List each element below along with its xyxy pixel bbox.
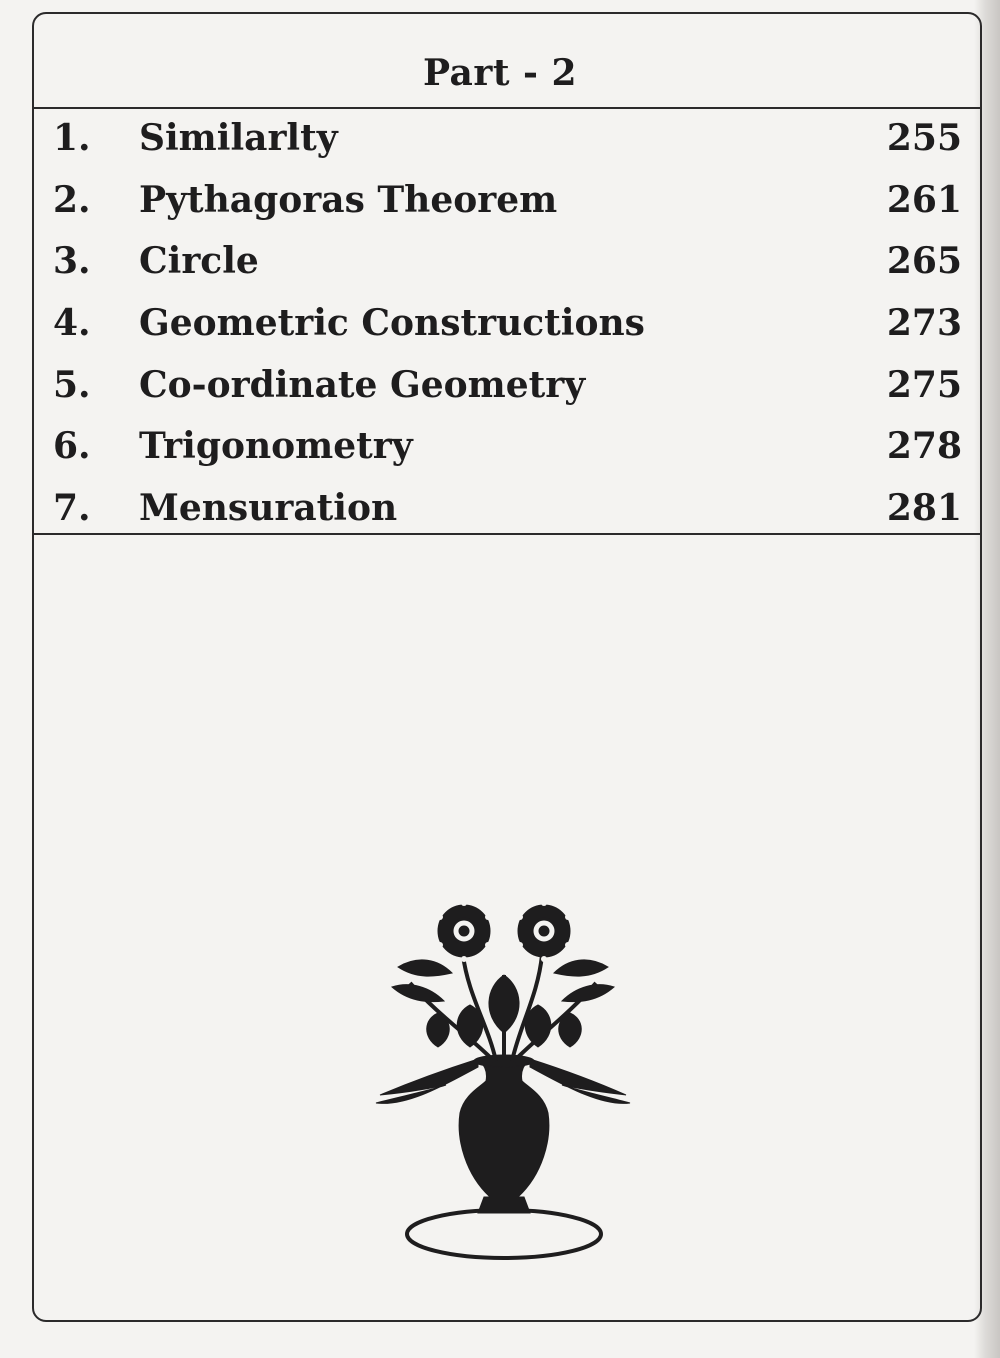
chapter-number: 1. (53, 117, 91, 159)
page-number: 255 (886, 117, 962, 159)
page-number: 265 (886, 240, 962, 283)
chapter-title: Trigonometry (139, 425, 413, 468)
chapter-number: 4. (53, 302, 91, 345)
toc-row[interactable] (34, 296, 980, 358)
chapter-number: 5. (53, 363, 91, 406)
chapter-number: 7. (53, 487, 91, 530)
chapter-title: Similarlty (139, 117, 338, 159)
chapter-title: Pythagoras Theorem (139, 178, 558, 221)
chapter-title: Circle (139, 240, 259, 283)
toc-row[interactable] (34, 419, 980, 481)
chapter-title: Geometric Constructions (139, 302, 645, 345)
chapter-title: Mensuration (139, 487, 398, 530)
page-number: 278 (886, 425, 962, 468)
toc-row[interactable] (34, 358, 980, 420)
toc-row[interactable] (34, 173, 980, 235)
toc-row[interactable] (34, 234, 980, 296)
table-of-contents (34, 111, 980, 543)
footer-divider (34, 533, 980, 535)
chapter-number: 2. (53, 178, 91, 221)
part-title: Part - 2 (422, 52, 578, 94)
page-number: 275 (886, 363, 962, 406)
chapter-number: 3. (53, 240, 91, 283)
flower-vase-icon (368, 895, 638, 1265)
page-number: 273 (886, 302, 962, 345)
header-divider (34, 107, 980, 109)
chapter-title: Co-ordinate Geometry (139, 363, 586, 406)
chapter-number: 6. (53, 425, 91, 468)
toc-row[interactable] (34, 111, 980, 173)
page-number: 261 (886, 178, 962, 221)
page-number: 281 (886, 487, 962, 530)
